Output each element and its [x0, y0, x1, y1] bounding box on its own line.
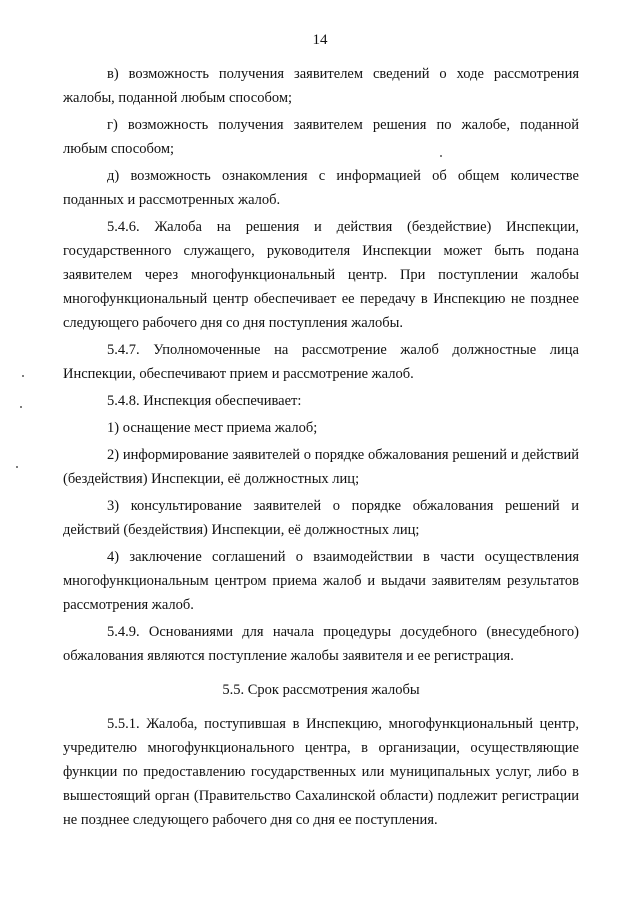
list-item-2: 2) информирование заявителей о порядке обжалования решений и действий (бездействия) Инспекции, её должностных лиц;: [63, 447, 579, 487]
paragraph-5-4-7: 5.4.7. Уполномоченные на рассмотрение жалоб должностные лица Инспекции, обеспечивают прием и рассмотрение жалоб.: [63, 342, 579, 382]
scan-speck: [16, 466, 18, 468]
page-number: 14: [312, 32, 328, 48]
paragraph-item-d: д) возможность ознакомления с информацией об общем количестве поданных и рассмотренных жалоб.: [63, 168, 579, 208]
paragraph-item-g: г) возможность получения заявителем решения по жалобе, поданной любым способом;: [63, 117, 579, 157]
list-item-4: 4) заключение соглашений о взаимодействии в части осуществления многофункциональным центром приема жалоб и выдачи заявителям результатов рассмотрения жалоб.: [63, 549, 579, 613]
paragraph-item-v: в) возможность получения заявителем сведений о ходе рассмотрения жалобы, поданной любым способом;: [63, 66, 579, 106]
document-body: [63, 62, 579, 835]
list-item-3: 3) консультирование заявителей о порядке обжалования решений и действий (бездействия) Инспекции, её должностных лиц;: [63, 498, 579, 538]
paragraph-5-5-1: 5.5.1. Жалоба, поступившая в Инспекцию, многофункциональный центр, учредителю многофункционального центра, в организации, осуществляющие функции по предоставлению государственных или муниципальных услуг, либо в вышестоящий орган (Правительство Сахалинской области) подлежит регистрации не позднее следующего рабочего дня со дня ее поступления.: [63, 716, 579, 828]
scan-speck: [22, 375, 24, 377]
paragraph-5-4-8: 5.4.8. Инспекция обеспечивает:: [107, 393, 302, 409]
section-heading: 5.5. Срок рассмотрения жалобы: [222, 682, 420, 698]
paragraph-5-4-9: 5.4.9. Основаниями для начала процедуры досудебного (внесудебного) обжалования являются поступление жалобы заявителя и ее регистрация.: [63, 624, 579, 664]
scan-speck: [20, 406, 22, 408]
list-item-1: 1) оснащение мест приема жалоб;: [107, 420, 318, 436]
paragraph-5-4-6: 5.4.6. Жалоба на решения и действия (бездействие) Инспекции, государственного служащего, руководителя Инспекции может быть подана заявителем через многофункциональный центр. При поступлении жалобы многофункциональный центр обеспечивает ее передачу в Инспекцию не позднее следующего рабочего дня со дня поступления жалобы.: [63, 219, 579, 331]
scan-speck: [440, 155, 442, 157]
